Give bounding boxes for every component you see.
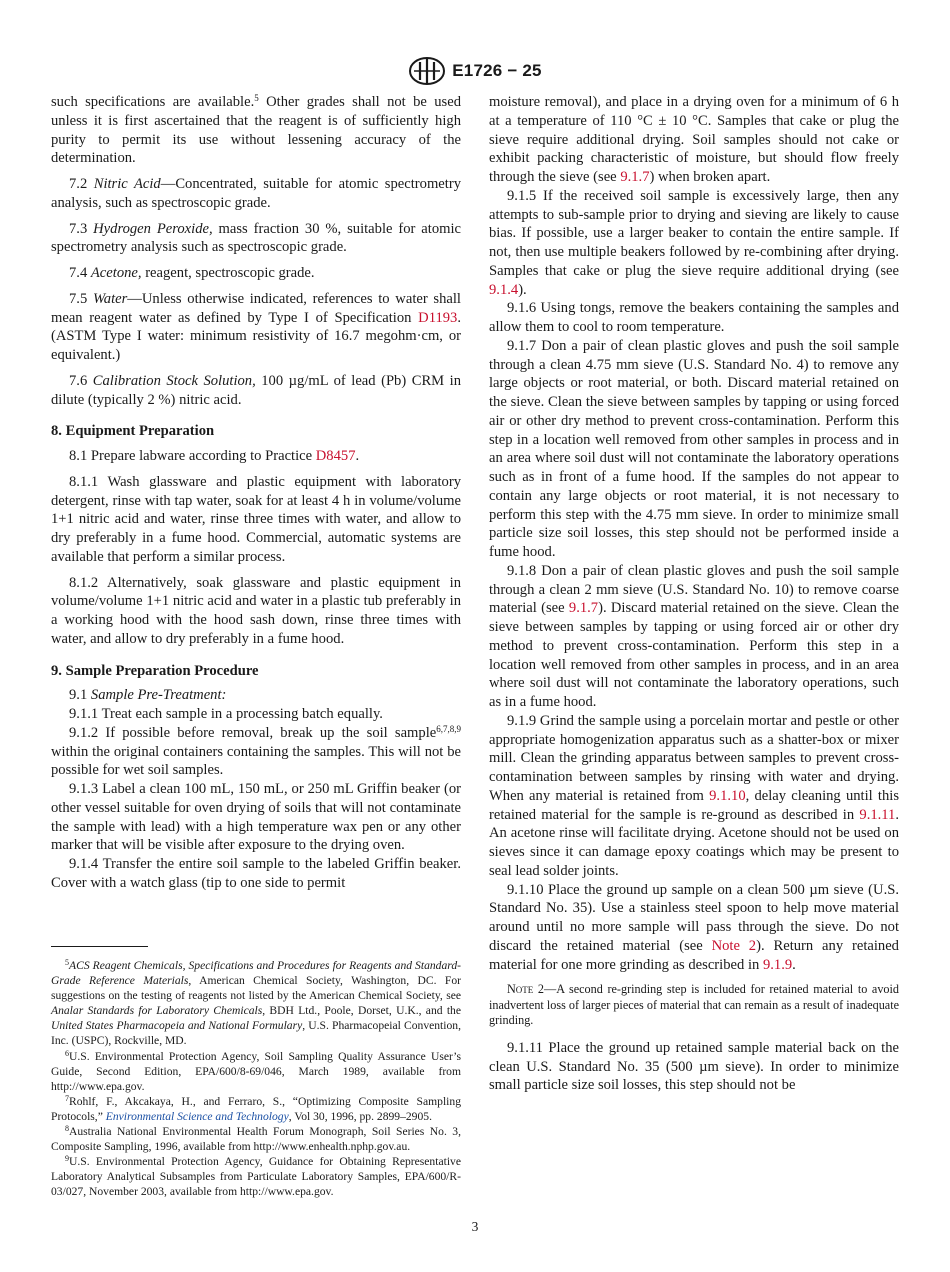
paragraph-intro: such specifications are available.$^5$ Other grades shall not be used unless it is first ascertained that the reagent is of sufficiently high purity to permit its use without lessening accuracy of the determination. — [51, 93, 461, 167]
paragraph-7-4: 7.4 Acetone, reagent, spectroscopic grade. — [69, 265, 315, 281]
journal-link[interactable]: Environmental Science and Technology — [105, 1109, 289, 1123]
paragraph-7-3: 7.3 Hydrogen Peroxide, mass fraction 30 %, suitable for atomic spectrometry analysis such as spectroscopic grade. — [51, 220, 462, 256]
ref-9-1-7-link[interactable]: 9.1.7 — [620, 169, 650, 185]
footnote-7: $^7$Rohlf, F., Akcakaya, H., and Ferraro, S., “Optimizing Composite Sampling Protocols,” Environmental Science and Technology, Vol 30, 1996, pp. 2899–2905. — [51, 1093, 461, 1123]
paragraph-9-1-4: 9.1.4 Transfer the entire soil sample to the labeled Griffin beaker. Cover with a watch glass (tip to one side to permit — [51, 856, 461, 891]
footnote-6: $^6$U.S. Environmental Protection Agency, Soil Sampling Quality Assurance User’s Guide, Second Edition, EPA/600/8-69/046, March 1989, available from http://www.epa.gov. — [51, 1048, 461, 1093]
paragraph-8-1: 8.1 Prepare labware according to Practice D8457. — [69, 448, 360, 464]
left-column — [51, 93, 461, 893]
astm-logo-icon — [408, 56, 446, 86]
paragraph-9-1-3: 9.1.3 Label a clean 100 mL, 150 mL, or 250 mL Griffin beaker (or other vessel suitable for oven drying of soils that will not contaminate the sample with lead) with a high temperature wax pen or any other marker that will be visible after exposure to the drying oven. — [51, 781, 461, 854]
paragraph-9-1-8: 9.1.8 Don a pair of clean plastic gloves and push the soil sample through a clean 2 mm sieve (U.S. Standard No. 10) to remove coarse material (see 9.1.7). Discard material retained on the sieve. Clean the sieve between samples by tapping or using forced air or other dry method to prevent cross-contamination. Perform this step in a location well removed from other samples in process, and in an area where soil dust will not contaminate the laboratory operations, such as in a fume hood. — [489, 562, 899, 710]
ref-d8457-link[interactable]: D8457 — [315, 448, 356, 464]
standard-designation: E1726 − 25 — [452, 61, 542, 80]
paragraph-9-1-4-cont: moisture removal), and place in a drying oven for a minimum of 6 h at a temperature of 110 °C ± 10 °C. Samples that cake or plug the sieve require additional drying. Soil samples should not cake or exhibit packing characteristic of moisture, but should flow freely through the sieve (see 9.1.7) when broken apart. — [489, 94, 899, 185]
section-heading-9: 9. Sample Preparation Procedure — [51, 662, 259, 679]
paragraph-8-1-2: 8.1.2 Alternatively, soak glassware and plastic equipment in volume/volume 1+1 nitric acid and water in a plastic tub preferably in a working hood with the hood sash down, rinse three times with water, and allow to dry preferably in a fume hood. — [51, 574, 461, 647]
ref-9-1-7-link[interactable]: 9.1.7 — [568, 600, 599, 617]
ref-9-1-4-link[interactable]: 9.1.4 — [489, 281, 519, 298]
paragraph-7-6: 7.6 Calibration Stock Solution, 100 µg/mL of lead (Pb) CRM in dilute (typically 2 %) nitric acid. — [51, 372, 461, 408]
footnotes — [51, 958, 461, 1200]
ref-9-1-10-link[interactable]: 9.1.10 — [709, 787, 746, 804]
page-number: 3 — [471, 1219, 479, 1234]
paragraph-9-1-5: 9.1.5 If the received soil sample is excessively large, then any attempts to sub-sample prior to drying and sieving are likely to cause bias. If possible, use a larger beaker to contain the entire sample. If not, then use multiple beakers followed by re-combining after drying. Samples that cake or plug the sieve require additional drying (see 9.1.4). — [489, 187, 899, 298]
paragraph-8-1-1: 8.1.1 Wash glassware and plastic equipment with laboratory detergent, rinse with tap water, soak for at least 4 h in volume/volume 1+1 nitric acid and water, rinse three times with water, and allow to dry preferably in a fume hood. Commercial, automatic systems are available that perform a similar process. — [51, 473, 461, 565]
paragraph-7-5: 7.5 Water—Unless otherwise indicated, references to water shall mean reagent water as defined by Type I of Specification D1193. (ASTM Type I water: minimum resistivity of 16.7 megohm·cm, or equivalent.) — [51, 290, 461, 363]
paragraph-9-1-2: 9.1.2 If possible before removal, break up the soil sample$^{6,7,8,9}$ within the original containers containing the samples. This will not be possible for wet soil samples. — [51, 723, 461, 779]
ref-9-1-11-link[interactable]: 9.1.11 — [859, 806, 896, 823]
footnote-8: $^8$Australia National Environmental Health Forum Monograph, Soil Series No. 3, Composite Sampling, 1996, available from http://www.enhealth.nphp.gov.au. — [51, 1124, 461, 1154]
page-header — [0, 56, 950, 86]
paragraph-9-1-6: 9.1.6 Using tongs, remove the beakers containing the samples and allow them to cool to room temperature. — [489, 300, 899, 335]
footnote-5: $^5$ACS Reagent Chemicals, Specifications and Procedures for Reagents and Standard-Grade Reference Materials, American Chemical Society, Washington, DC. For suggestions on the testing of reagents not listed by the American Chemical Society, see Analar Standards for Laboratory Chemicals, BDH Ltd., Poole, Dorset, U.K., and the United States Pharmacopeia and National Formulary, U.S. Pharmacopeial Convention, Inc. (USPC), Rockville, MD. — [51, 958, 461, 1048]
ref-9-1-9-link[interactable]: 9.1.9 — [762, 956, 793, 973]
note-2: Note 2—A second re-grinding step is included for retained material to avoid inadvertent loss of larger pieces of material that can remain as a result of inadequate grinding. — [489, 982, 900, 1028]
paragraph-9-1: 9.1 Sample Pre-Treatment: — [69, 687, 227, 704]
section-heading-8: 8. Equipment Preparation — [51, 423, 215, 440]
paragraph-9-1-7: 9.1.7 Don a pair of clean plastic gloves and push the soil sample through a clean 4.75 mm sieve (U.S. Standard No. 4) to remove any large objects or root material, or both. Discard material retained on the sieve. Clean the sieve between samples by tapping or using forced air or other dry method to prevent cross-contamination. Perform this step in a location well removed from other samples in process and in an area where soil dust will not contaminate the laboratory operations such as in front of a fume hood. If the samples do not appear to contain any large objects or root material, it is not necessary to perform this step with the 4.75 mm sieve. In order to minimize small particle size soil losses, this step should not be performed inside a fume hood. — [489, 337, 899, 560]
footnote-9: $^9$U.S. Environmental Protection Agency, Guidance for Obtaining Representative Laboratory Analytical Subsamples from Particulate Laboratory Samples, EPA/600/R-03/027, November 2003, available from http://www.epa.gov. — [51, 1154, 461, 1199]
paragraph-9-1-10: 9.1.10 Place the ground up sample on a clean 500 µm sieve (U.S. Standard No. 35). Use a stainless steel spoon to help move material around until no more sample will pass through the sieve. Do not discard the retained material (see Note 2). Return any retained material for one more grinding as described in 9.1.9. — [489, 881, 899, 973]
footnote-divider — [51, 946, 148, 947]
right-column — [489, 93, 899, 1095]
ref-note-2-link[interactable]: Note 2 — [711, 937, 757, 954]
paragraph-9-1-11: 9.1.11 Place the ground up retained sample material back on the clean U.S. Standard No. 35 (500 µm sieve). In order to minimize small particle size soil losses, this step should not be — [489, 1039, 899, 1094]
paragraph-9-1-9: 9.1.9 Grind the sample using a porcelain mortar and pestle or other appropriate homogenization apparatus such as a shatter-box or mixer mill. Clean the grinding apparatus between samples to prevent cross-contamination between samples by rinsing with water and drying. When any material is retained from 9.1.10, delay cleaning until this retained material for the sample is re-ground as described in 9.1.11. An acetone rinse will facilitate drying. Acetone should not be used on sieves since it can damage epoxy coatings which may be present to seal lead solder joints. — [489, 712, 899, 879]
ref-d1193-link[interactable]: D1193 — [418, 309, 458, 326]
paragraph-7-2: 7.2 Nitric Acid—Concentrated, suitable for atomic spectrometry analysis, such as spectroscopic grade. — [51, 176, 461, 211]
paragraph-9-1-1: 9.1.1 Treat each sample in a processing batch equally. — [69, 706, 383, 722]
